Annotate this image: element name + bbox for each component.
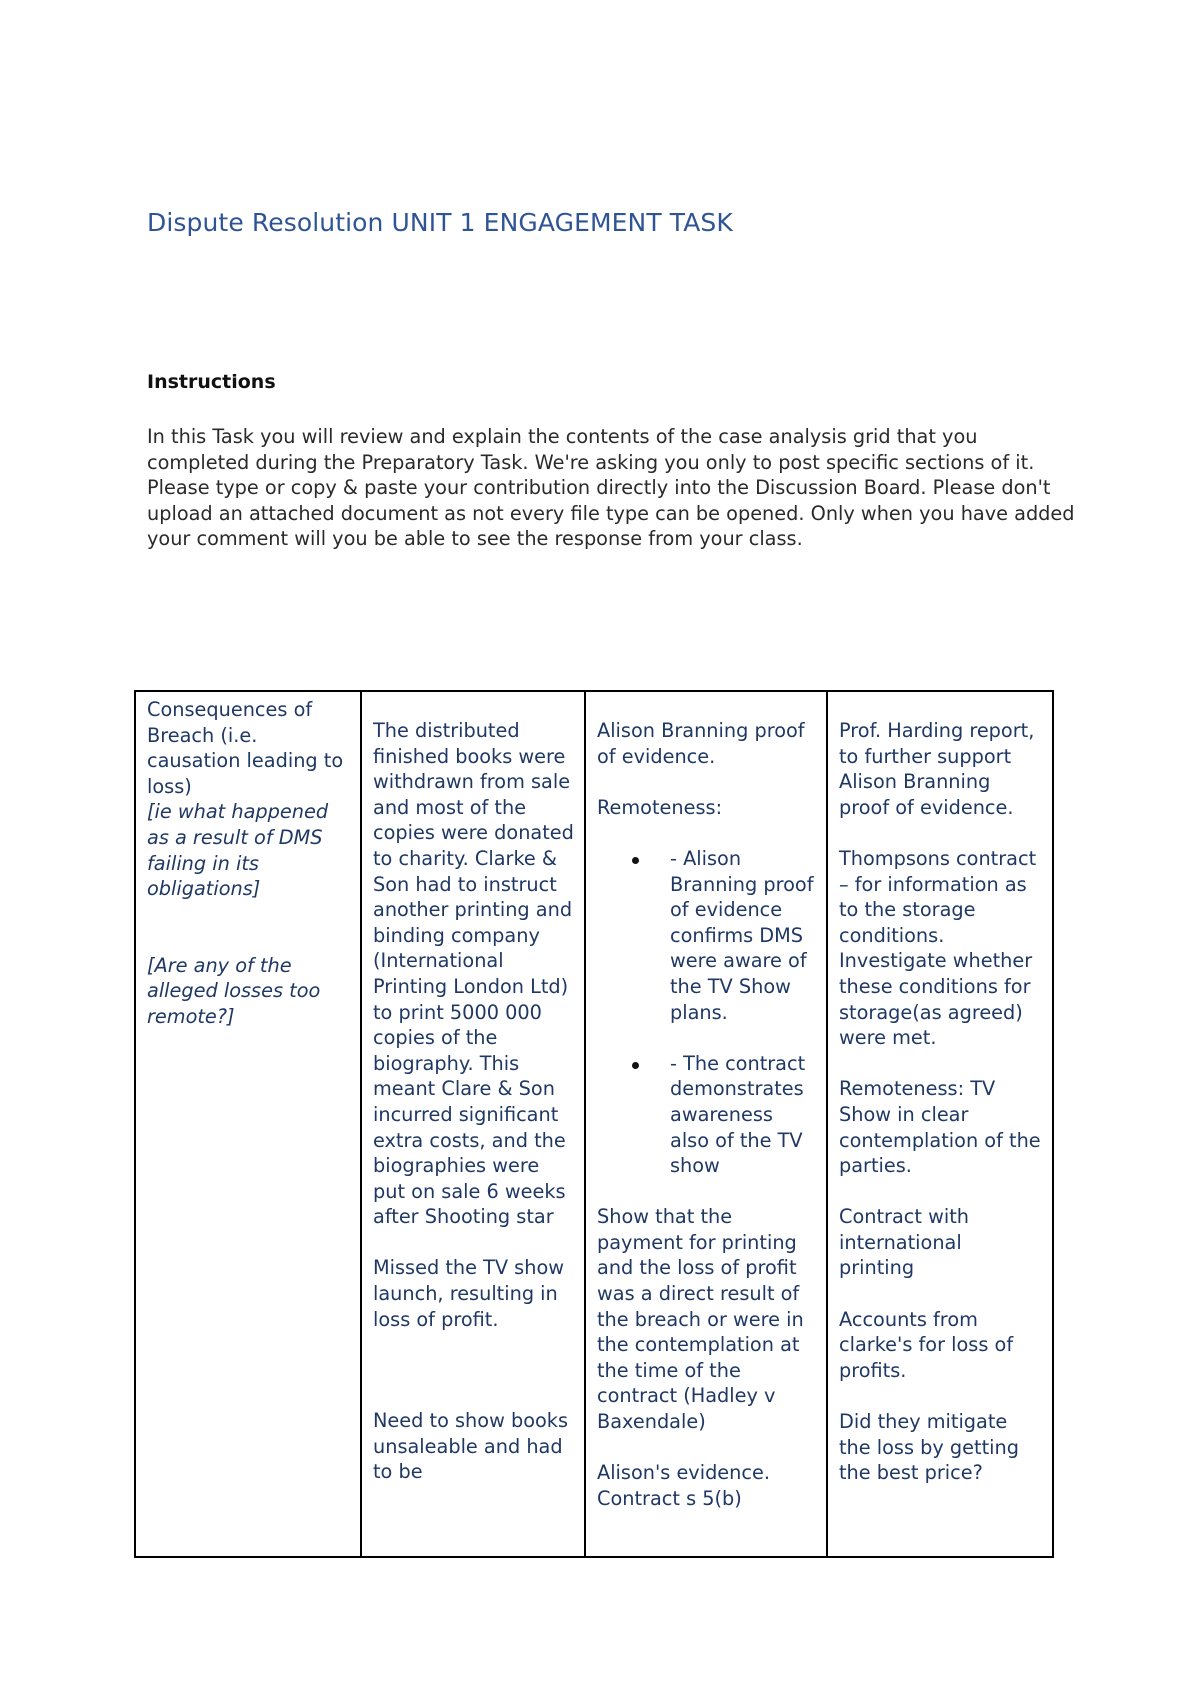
bullet-dot-icon bbox=[632, 857, 639, 864]
grid-row bbox=[135, 691, 1053, 1557]
grid-cell-further-evidence bbox=[827, 691, 1053, 1557]
further-paragraph-6: Did they mitigate the loss by getting the best price? bbox=[839, 1410, 1019, 1485]
evidence-paragraph-3: Show that the payment for printing and the loss of profit was a direct result of the breach or were in the contemplation at the time of the contract (Hadley v Baxendale) bbox=[597, 1205, 804, 1434]
evidence-bullet-item bbox=[670, 846, 816, 1025]
bullet-dot-icon bbox=[632, 1062, 639, 1069]
evidence-bullet-list bbox=[597, 846, 816, 1179]
further-paragraph-4: Contract with international printing bbox=[839, 1205, 969, 1280]
instructions-heading: Instructions bbox=[147, 371, 276, 393]
further-paragraph-5: Accounts from clarke's for loss of profits. bbox=[839, 1307, 1014, 1382]
further-paragraph-1: Prof. Harding report, to further support Alison Branning proof of evidence. bbox=[839, 719, 1035, 819]
facts-paragraph-3: Need to show books unsaleable and had to be bbox=[373, 1409, 569, 1484]
facts-paragraph-2: Missed the TV show launch, resulting in loss of profit. bbox=[373, 1256, 565, 1331]
instructions-paragraph: In this Task you will review and explain the contents of the case analysis grid that you completed during the Preparatory Task. We're asking you only to post specific sections of it. Please type or copy & paste your contribution directly into the Discussion Board. Please don't upload an attached document as not every file type can be opened. Only when you have added your comment will you be able to see the response from your class. bbox=[147, 425, 1075, 551]
consequences-heading: Consequences of Breach (i.e. causation leading to loss) bbox=[147, 698, 344, 798]
evidence-bullet-item bbox=[670, 1051, 816, 1179]
facts-paragraph-1: The distributed finished books were withdrawn from sale and most of the copies were donated to charity. Clarke & Son had to instruct another printing and binding company (International Printing London Ltd) to print 5000 000 copies of the biography. This meant Clare & Son incurred significant extra costs, and the biographies were put on sale 6 weeks after Shooting star bbox=[373, 719, 574, 1229]
further-paragraph-2: Thompsons contract – for information as to the storage conditions. Investigate whether these conditions for storage(as agreed) were met. bbox=[839, 846, 1037, 1050]
grid-cell-consequences bbox=[135, 691, 361, 1557]
evidence-paragraph-1: Alison Branning proof of evidence. bbox=[597, 719, 805, 768]
instructions-body bbox=[147, 424, 1077, 552]
consequences-note-remote: [Are any of the alleged losses too remote?] bbox=[147, 953, 321, 1028]
further-paragraph-3: Remoteness: TV Show in clear contemplation of the parties. bbox=[839, 1077, 1041, 1178]
grid-cell-facts bbox=[361, 691, 585, 1557]
grid-cell-evidence bbox=[585, 691, 827, 1557]
evidence-paragraph-2: Remoteness: bbox=[597, 795, 723, 819]
case-analysis-grid bbox=[134, 690, 1054, 1558]
evidence-paragraph-4: Alison's evidence. Contract s 5(b) bbox=[597, 1461, 770, 1510]
consequences-note-what-happened: [ie what happened as a result of DMS failing in its obligations] bbox=[147, 800, 329, 901]
evidence-bullet-text: - Alison Branning proof of evidence confirms DMS were aware of the TV Show plans. bbox=[670, 846, 814, 1024]
document-title: Dispute Resolution UNIT 1 ENGAGEMENT TASK bbox=[147, 208, 733, 237]
evidence-bullet-text: - The contract demonstrates awareness also of the TV show bbox=[670, 1051, 806, 1178]
